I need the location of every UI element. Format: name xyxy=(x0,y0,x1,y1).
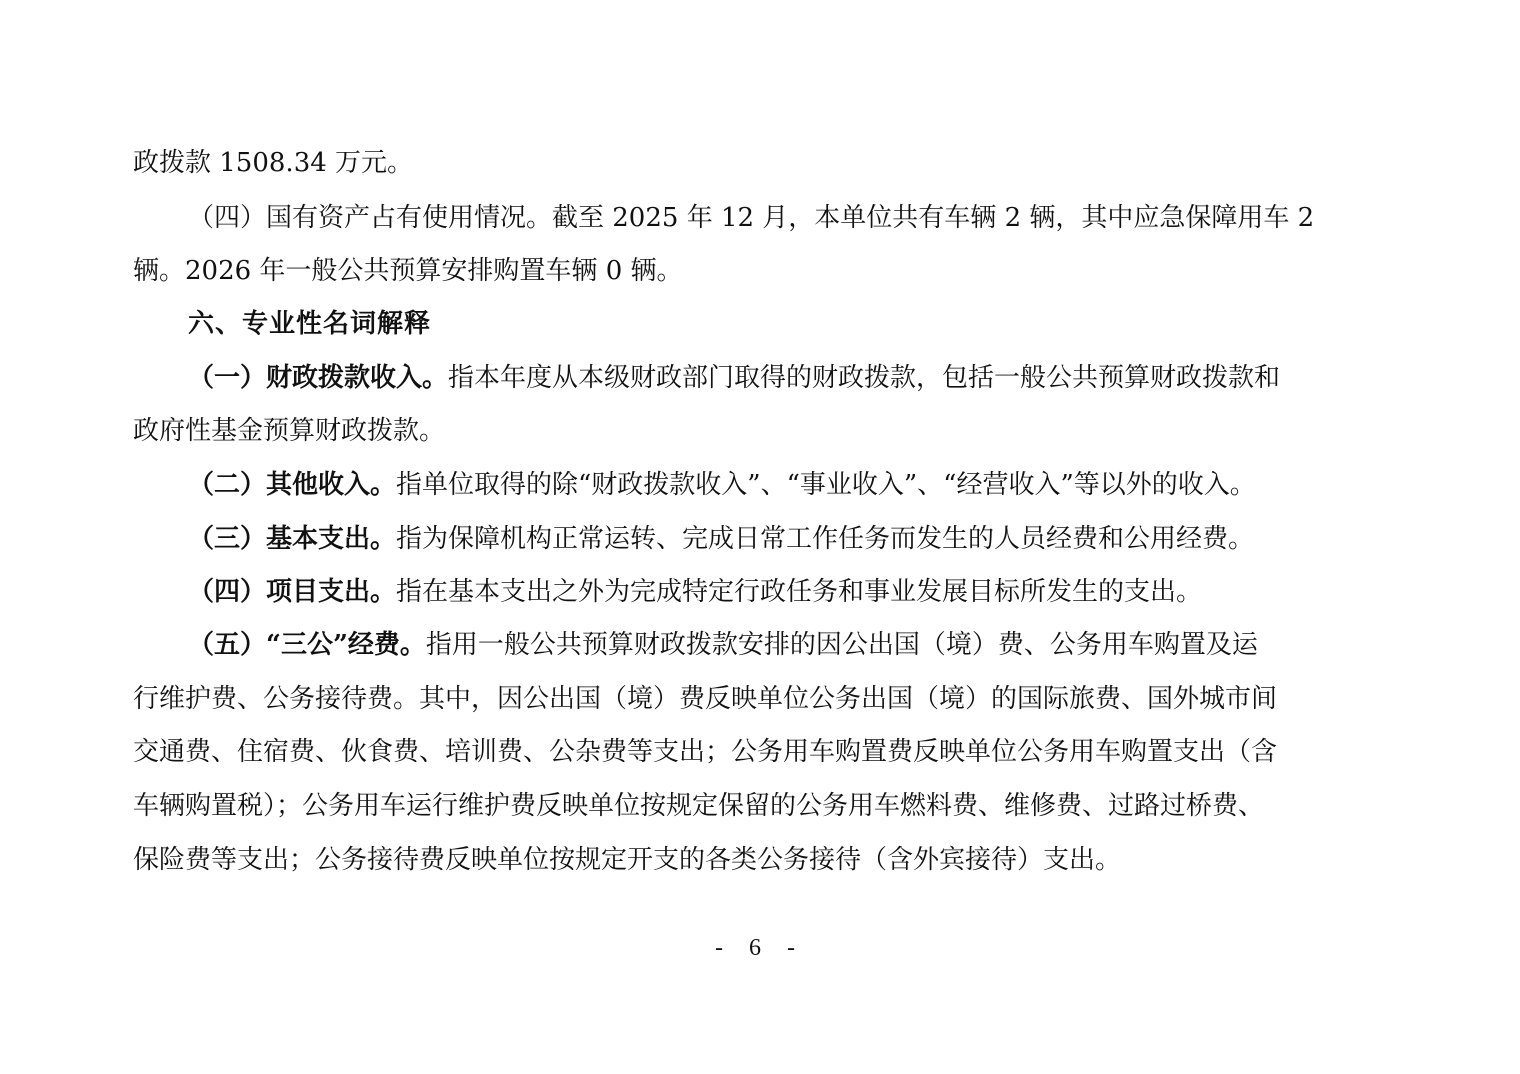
term-text: 指用一般公共预算财政拨款安排的因公出国（境）费、公务用车购置及运 xyxy=(425,630,1258,660)
term-definition-line xyxy=(188,625,1391,665)
term-text: 指本年度从本级财政部门取得的财政拨款，包括一般公共预算财政拨款和 xyxy=(448,363,1281,393)
paragraph-line: （四）国有资产占有使用情况。截至 2025 年 12 月，本单位共有车辆 2 辆，其中应急保障用车 2 xyxy=(188,203,1315,233)
term-definition-line xyxy=(188,572,1391,612)
paragraph-line: 行维护费、公务接待费。其中，因公出国（境）费反映单位公务出国（境）的国际旅费、国外城市间 xyxy=(133,684,1278,714)
term-label: （三）基本支出。 xyxy=(188,524,397,554)
term-definition-line xyxy=(188,358,1391,398)
term-label: （四）项目支出。 xyxy=(188,577,397,607)
paragraph-line: 交通费、住宿费、伙食费、培训费、公杂费等支出；公务用车购置费反映单位公务用车购置支出（含 xyxy=(133,737,1278,767)
term-definition-line xyxy=(188,519,1391,559)
term-label: （二）其他收入。 xyxy=(188,470,397,500)
term-text: 指单位取得的除“财政拨款收入”、“事业收入”、“经营收入”等以外的收入。 xyxy=(396,470,1256,500)
term-definition-line xyxy=(188,465,1391,505)
paragraph-line: 政府性基金预算财政拨款。 xyxy=(133,416,446,446)
term-label: （一）财政拨款收入。 xyxy=(188,363,449,393)
page-number: - 6 - xyxy=(715,935,805,961)
term-label: （五）“三公”经费。 xyxy=(188,630,426,660)
section-heading: 六、专业性名词解释 xyxy=(188,309,432,339)
paragraph-line: 辆。2026 年一般公共预算安排购置车辆 0 辆。 xyxy=(133,256,683,286)
paragraph-line: 车辆购置税）；公务用车运行维护费反映单位按规定保留的公务用车燃料费、维修费、过路过桥费、 xyxy=(133,791,1265,821)
paragraph-line: 保险费等支出；公务接待费反映单位按规定开支的各类公务接待（含外宾接待）支出。 xyxy=(133,845,1122,875)
paragraph-line: 政拨款 1508.34 万元。 xyxy=(133,148,414,178)
term-text: 指在基本支出之外为完成特定行政任务和事业发展目标所发生的支出。 xyxy=(396,577,1203,607)
term-text: 指为保障机构正常运转、完成日常工作任务而发生的人员经费和公用经费。 xyxy=(396,524,1255,554)
